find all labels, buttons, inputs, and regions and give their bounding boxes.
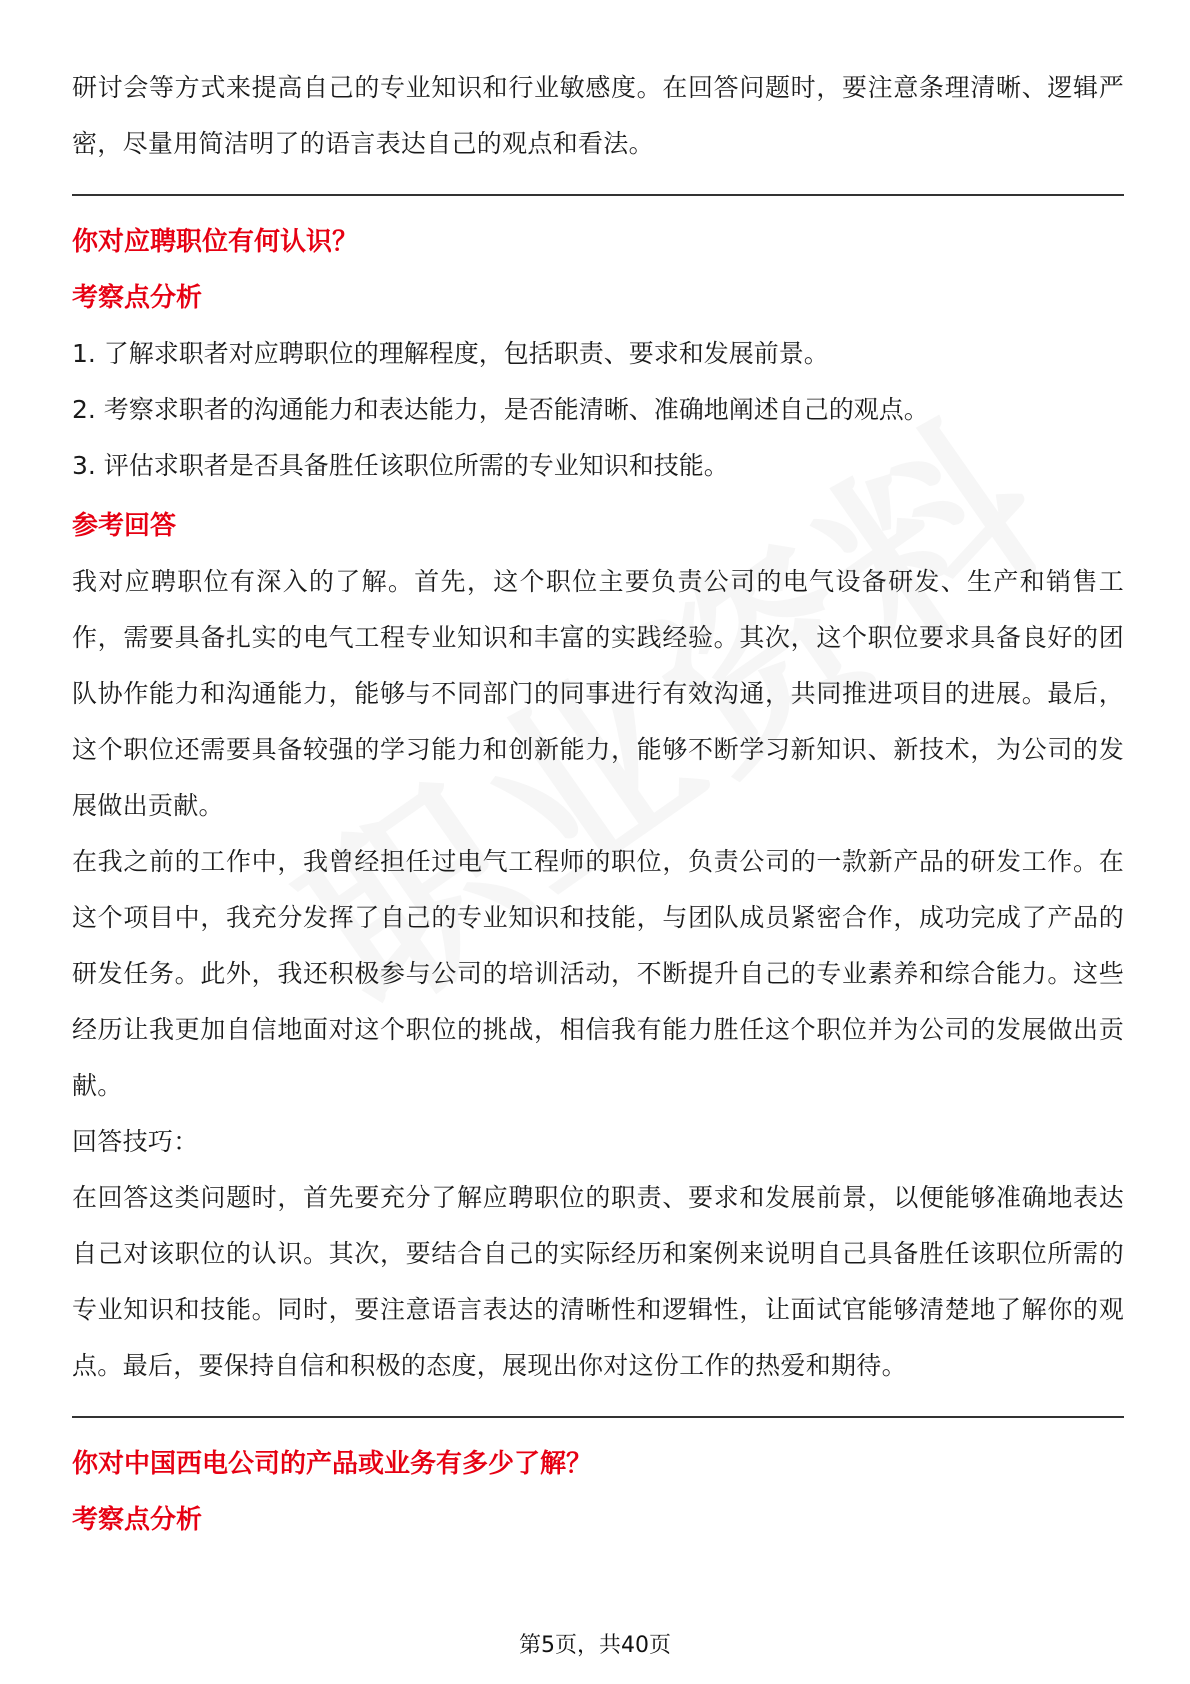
analysis-heading: 考察点分析 (72, 283, 203, 313)
question-title: 你对中国西电公司的产品或业务有多少了解？ (72, 1449, 593, 1479)
answer-paragraph: 我对应聘职位有深入的了解。首先，这个职位主要负责公司的电气设备研发、生产和销售工作，需要具备扎实的电气工程专业知识和丰富的实践经验。其次，这个职位要求具备良好的团队协作能力和沟通能力，能够与不同部门的同事进行有效沟通，共同推进项目的进展。最后，这个职位还需要具备较强的学习能力和创新能力，能够不断学习新知识、新技术，为公司的发展做出贡献。 (72, 567, 1124, 820)
question-title: 你对应聘职位有何认识？ (72, 227, 359, 257)
section-divider (72, 194, 1124, 196)
tips-label: 回答技巧： (72, 1127, 199, 1156)
analysis-item: 3. 评估求职者是否具备胜任该职位所需的专业知识和技能。 (72, 451, 729, 480)
page-number: 第5页，共40页 (519, 1633, 671, 1658)
analysis-item: 1. 了解求职者对应聘职位的理解程度，包括职责、要求和发展前景。 (72, 339, 829, 368)
tips-paragraph: 在回答这类问题时，首先要充分了解应聘职位的职责、要求和发展前景，以便能够准确地表达自己对该职位的认识。其次，要结合自己的实际经历和案例来说明自己具备胜任该职位所需的专业知识和技能。同时，要注意语言表达的清晰性和逻辑性，让面试官能够清楚地了解你的观点。最后，要保持自信和积极的态度，展现出你对这份工作的热爱和期待。 (72, 1183, 1124, 1380)
intro-paragraph: 研讨会等方式来提高自己的专业知识和行业敏感度。在回答问题时，要注意条理清晰、逻辑严密，尽量用简洁明了的语言表达自己的观点和看法。 (72, 73, 1124, 158)
answer-paragraph: 在我之前的工作中，我曾经担任过电气工程师的职位，负责公司的一款新产品的研发工作。在这个项目中，我充分发挥了自己的专业知识和技能，与团队成员紧密合作，成功完成了产品的研发任务。此外，我还积极参与公司的培训活动，不断提升自己的专业素养和综合能力。这些经历让我更加自信地面对这个职位的挑战，相信我有能力胜任这个职位并为公司的发展做出贡献。 (72, 847, 1124, 1100)
answer-heading: 参考回答 (72, 511, 177, 541)
page-content (72, 60, 1124, 1548)
section-divider (72, 1416, 1124, 1418)
analysis-heading: 考察点分析 (72, 1505, 203, 1535)
analysis-item: 2. 考察求职者的沟通能力和表达能力，是否能清晰、准确地阐述自己的观点。 (72, 395, 929, 424)
